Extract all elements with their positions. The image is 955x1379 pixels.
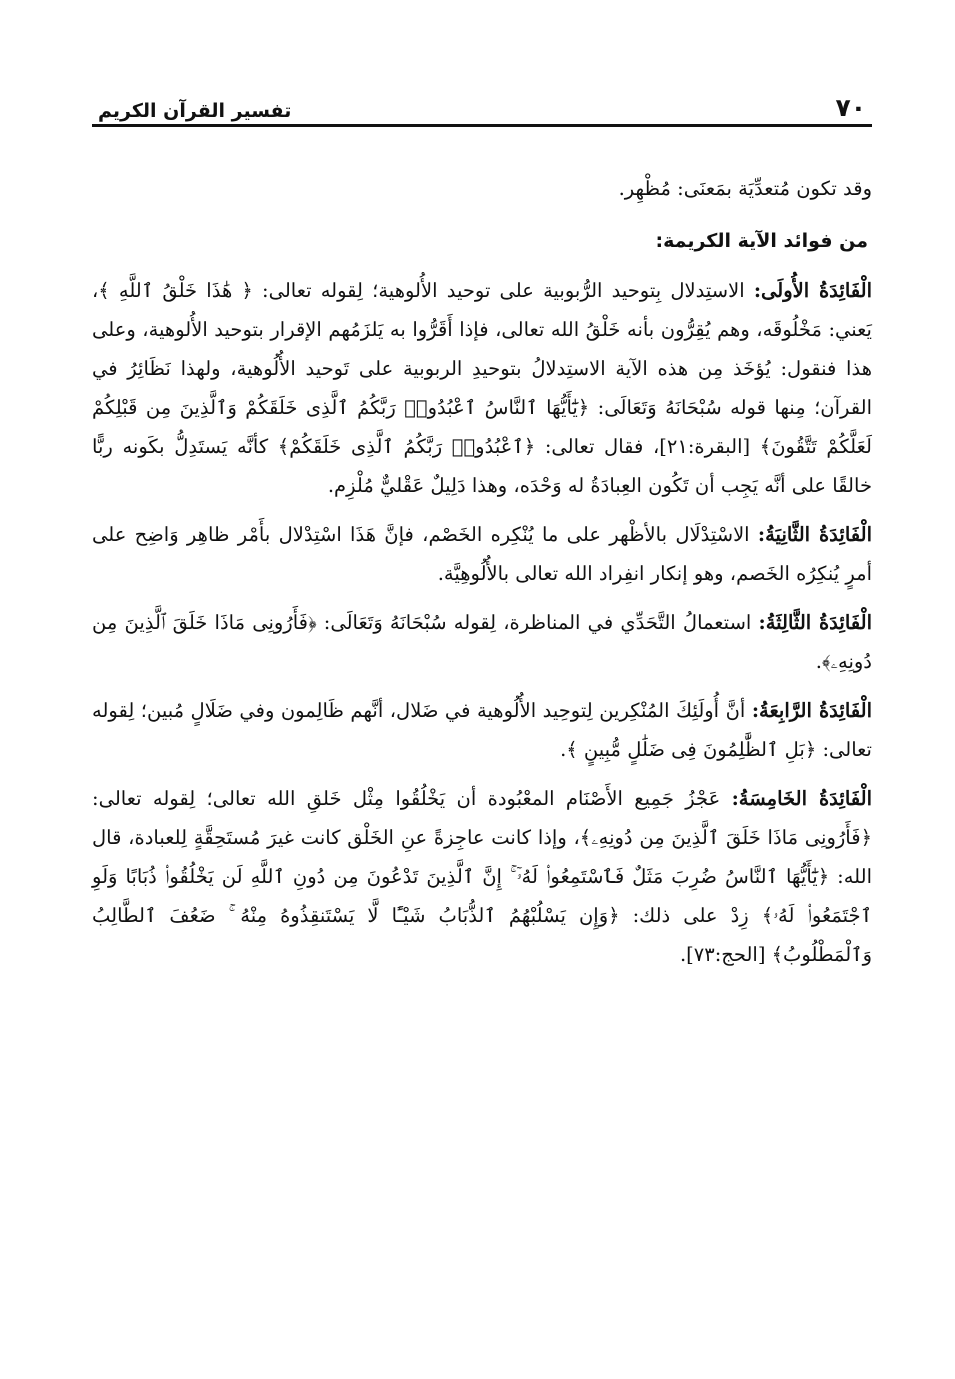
page-number: ٧٠ [835, 93, 866, 122]
benefit-text-3: استعمالُ التَّحَدِّي في المناظرة، لِقوله سُبْحَانَهُ وَتَعَالَى: ﴿فَأَرُونِى مَاذَا خَلَقَ ٱلَّذِينَ مِن دُونِهِۦ﴾. [92, 611, 872, 673]
benefit-text-5: عَجْزُ جَمِيع الأَصْنَام المعْبُودة أن يَخْلُقُوا مِثْل خَلقِ الله تعالى؛ لِقوله تعالى: ﴿فَأَرُونِى مَاذَا خَلَقَ ٱلَّذِينَ مِن دُونِهِۦ﴾، وإذا كانت عاجِزةً عنِ الخَلْق كانت غيرَ مُستَحِقَّةٍ لِلعبادة، قال الله: ﴿يَٰٓأَيُّهَا ٱلنَّاسُ ضُرِبَ مَثَلٌ فَٱسْتَمِعُوا۟ لَهُۥٓ ۚ إِنَّ ٱلَّذِينَ تَدْعُونَ مِن دُونِ ٱللَّهِ لَن يَخْلُقُوا۟ ذُبَابًا وَلَوِ ٱجْتَمَعُوا۟ لَهُۥ﴾ زِدْ على ذلك: ﴿وَإِن يَسْلُبْهُمُ ٱلذُّبَابُ شَيْـًٔا لَّا يَسْتَنقِذُوهُ مِنْهُ ۚ ضَعُفَ ٱلطَّالِبُ وَٱلْمَطْلُوبُ﴾ [الحج:٧٣]. [92, 787, 872, 966]
benefit-paragraph-2 [92, 515, 872, 593]
intro-line: وقد تكون مُتعدِّيَة بمَعنَى: مُظْهِر. [618, 177, 872, 200]
benefit-title-5: الْفَائِدَةُ الخَامِسَةُ: [731, 787, 872, 810]
page-header [92, 84, 872, 127]
benefit-title-3: الْفَائِدَةُ الثَّالِثَةُ: [758, 611, 872, 634]
benefit-paragraph-5 [92, 779, 872, 974]
benefit-paragraph-1 [92, 271, 872, 505]
section-heading: من فوائد الآية الكريمة: [655, 230, 868, 252]
benefit-title-4: الْفَائِدَةُ الرَّابِعَةُ: [751, 699, 872, 722]
book-title: تفسير القرآن الكريم [98, 100, 292, 122]
document-page [92, 84, 872, 984]
benefit-paragraph-3 [92, 603, 872, 681]
benefit-title-1: الْفَائِدَةُ الأُولَى: [753, 279, 872, 302]
benefit-text-2: الاسْتِدْلَال بالأظْهر على ما يُنْكِره الخَصْم، فإنَّ هَذَا اسْتِدْلال بأَمْر ظاهِر وَاضِح على أمرٍ يُنكِرُه الخَصم، وهو إنكار انفِراد الله تعالى بالأُلُوهِيَّة. [92, 523, 872, 585]
page-body [92, 169, 872, 974]
benefit-title-2: الْفَائِدَةُ الثَّانِيَةُ: [757, 523, 872, 546]
benefit-paragraph-4 [92, 691, 872, 769]
benefit-text-4: أنَّ أُولَئِكَ المُنْكِرين لِتوحِيد الأُلُوهية في ضَلال، أنَّهم ظَالِمون وفي ضَلَالٍ مُبين؛ لِقوله تعالى: ﴿بَلِ ٱلظَّٰلِمُونَ فِى ضَلَٰلٍ مُّبِينٍ ﴾. [92, 699, 872, 761]
benefit-text-1: الاستِدلال بِتوحيد الرُّبوبية على توحيد الأُلوهية؛ لِقوله تعالى: ﴿ هَٰذَا خَلْقُ ٱللَّهِ ﴾، يَعني: مَخْلُوقَه، وهم يُقِرُّون بأنه خَلْقُ الله تعالى، فإذا أَقَرُّوا به يَلزَمُهم الإقرار بتوحيد الأُلوهية، وعلى هذا فنقول: يُؤخَذ مِن هذه الآية الاستِدلالُ بتوحيدِ الربوبية على تَوحيد الأُلُوهية، ولهذا نَظَائِرُ في القرآن؛ مِنها قوله سُبْحَانَهُ وَتَعَالَى: ﴿يَٰٓأَيُّهَا ٱلنَّاسُ ٱعْبُدُوا۟ رَبَّكُمُ ٱلَّذِى خَلَقَكُمْ وَٱلَّذِينَ مِن قَبْلِكُمْ لَعَلَّكُمْ تَتَّقُونَ﴾ [البقرة:٢١]، فقال تعالى: ﴿ٱعْبُدُوا۟ رَبَّكُمُ ٱلَّذِى خَلَقَكُمْ﴾ كأنَّه يَستَدِلُّ بكَونه ربًّا خالقًا على أنَّه يَجِب أن تَكُون العِبادَةُ له وَحْدَه، وهذا دَلِيلٌ عَقْليٌّ مُلْزِم. [92, 279, 872, 497]
